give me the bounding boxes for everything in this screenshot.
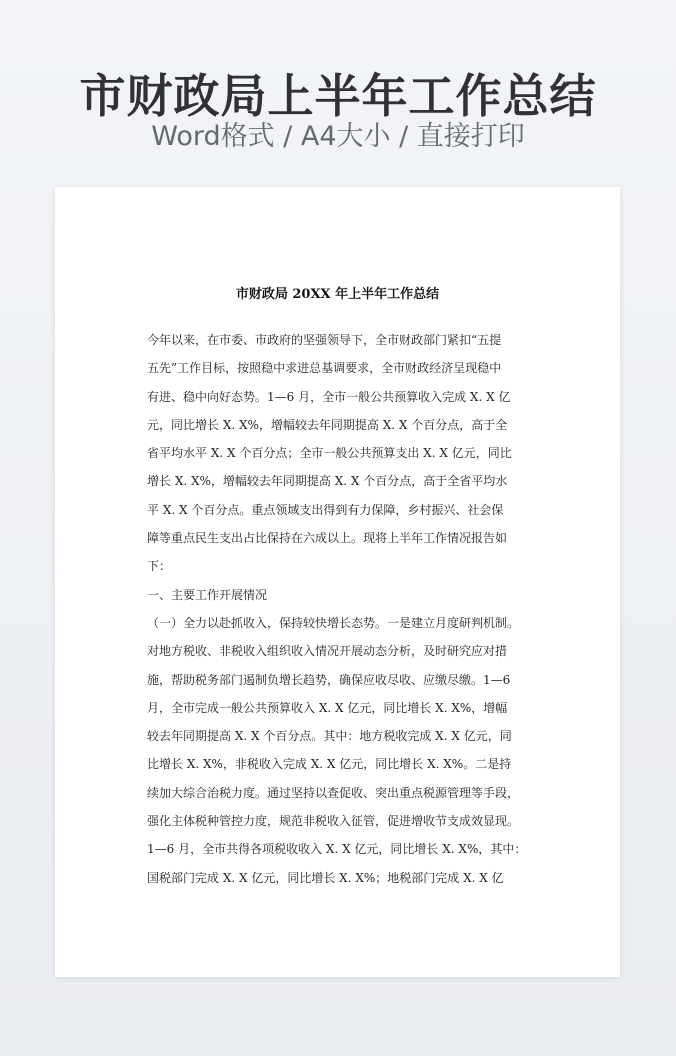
body-line: （一）全力以赴抓收入，保持较快增长态势。一是建立月度研判机制。	[147, 615, 520, 630]
body-line: 1—6 月，全市共得各项税收收入 X. X 亿元，同比增长 X. X%，其中：	[147, 842, 527, 857]
body-line: 元，同比增长 X. X%，增幅较去年同期提高 X. X 个百分点，高于全	[147, 417, 508, 432]
document-body	[147, 326, 531, 892]
body-line: 续加大综合治税力度。通过坚持以查促收、突出重点税源管理等手段，	[147, 785, 520, 800]
body-line: 月，全市完成一般公共预算收入 X. X 亿元，同比增长 X. X%，增幅	[147, 700, 508, 715]
body-line: 今年以来，在市委、市政府的坚强领导下，全市财政部门紧扣“五提	[147, 333, 502, 347]
body-line: 较去年同期提高 X. X 个百分点。其中：地方税收完成 X. X 亿元，同	[147, 729, 512, 744]
body-line: 省平均水平 X. X 个百分点；全市一般公共预算支出 X. X 亿元，同比	[147, 446, 512, 461]
body-line: 有进、稳中向好态势。1—6 月，全市一般公共预算收入完成 X. X 亿	[147, 389, 511, 404]
document-page	[55, 187, 620, 977]
body-line: 平 X. X 个百分点。重点领域支出得到有力保障，乡村振兴、社会保	[147, 502, 504, 517]
body-line: 增长 X. X%，增幅较去年同期提高 X. X 个百分点，高于全省平均水	[147, 474, 508, 489]
body-line: 强化主体税种管控力度，规范非税收入征管，促进增收节支成效显现。	[147, 814, 520, 829]
section-heading: 一、主要工作开展情况	[147, 587, 268, 602]
body-line: 障等重点民生支出占比保持在六成以上。现将上半年工作情况报告如	[147, 531, 508, 546]
body-line: 下：	[147, 559, 172, 574]
page-title: 市财政局上半年工作总结	[79, 69, 597, 123]
body-line: 国税部门完成 X. X 亿元，同比增长 X. X%；地税部门完成 X. X 亿	[147, 870, 504, 885]
body-line: 对地方税收、非税收入组织收入情况开展动态分析，及时研究应对措	[147, 644, 508, 659]
document-title: 市财政局 20XX 年上半年工作总结	[235, 287, 440, 302]
page-subtitle: Word格式 / A4大小 / 直接打印	[151, 121, 525, 152]
body-line: 五先”工作目标，按照稳中求进总基调要求，全市财政经济呈现稳中	[147, 361, 502, 376]
body-line: 施，帮助税务部门遏制负增长趋势，确保应收尽收、应缴尽缴。1—6	[147, 672, 511, 687]
body-line: 比增长 X. X%，非税收入完成 X. X 亿元，同比增长 X. X%。二是持	[147, 757, 512, 772]
